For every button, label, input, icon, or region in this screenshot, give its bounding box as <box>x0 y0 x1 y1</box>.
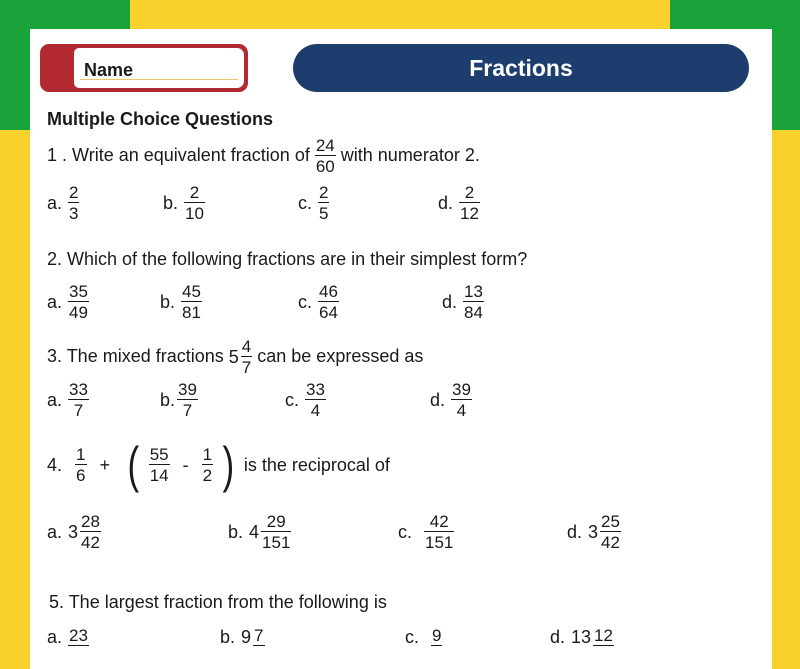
q2-option-b: b. $\frac{45}{81}$ <box>160 282 201 322</box>
name-box <box>40 44 248 92</box>
q4-option-d: d. 3 $\frac{25}{42}$ <box>567 512 620 552</box>
q5-option-a: a. 23 <box>47 625 88 647</box>
q1-option-b: b. $\frac{2}{10}$ <box>163 183 204 223</box>
q3-option-d: d. $\frac{39}{4}$ <box>430 380 471 420</box>
q1-option-c: c. $\frac{2}{5}$ <box>298 183 329 223</box>
question-5: 5. The largest fraction from the following is <box>49 592 387 612</box>
worksheet <box>30 29 772 669</box>
name-label: Name <box>84 60 134 80</box>
q2-option-c: c. $\frac{46}{64}$ <box>298 282 338 322</box>
fraction: $\frac{24}{60}$ <box>315 136 335 176</box>
mixed-fraction: $\frac{4}{7}$ <box>241 337 252 377</box>
q5-option-b: b. 9 7 <box>220 625 264 647</box>
q1-option-a: a. $\frac{2}{3}$ <box>47 183 79 223</box>
q4-option-a: a. 3 $\frac{28}{42}$ <box>47 512 100 552</box>
q2-option-d: d. $\frac{13}{84}$ <box>442 282 483 322</box>
q3-option-a: a. $\frac{33}{7}$ <box>47 380 88 420</box>
question-4: 4. $\frac{1}{6}$ + ( $\frac{55}{14}$ - $\frac{1}{2}$ ) is the reciprocal of <box>47 437 390 493</box>
q4-option-b: b. 4 $\frac{29}{151}$ <box>228 512 291 552</box>
q1-option-d: d. $\frac{2}{12}$ <box>438 183 479 223</box>
question-3: 3. The mixed fractions 5 $\frac{4}{7}$ can be expressed as <box>47 337 424 377</box>
q3-option-b: b. $\frac{39}{7}$ <box>160 380 197 420</box>
q5-option-d: d. 13 12 <box>550 625 613 647</box>
page-title: Fractions <box>293 44 749 92</box>
q4-option-c: c. $\frac{42}{151}$ <box>398 512 454 552</box>
question-2: 2. Which of the following fractions are in their simplest form? <box>47 249 528 269</box>
q3-option-c: c. $\frac{33}{4}$ <box>285 380 325 420</box>
question-1: 1 . Write an equivalent fraction of $\frac{24}{60}$ with numerator 2. <box>47 136 480 176</box>
q5-option-c: c. 9 <box>405 625 442 647</box>
name-line <box>80 79 238 80</box>
q2-option-a: a. $\frac{35}{49}$ <box>47 282 88 322</box>
section-title: Multiple Choice Questions <box>47 109 274 129</box>
